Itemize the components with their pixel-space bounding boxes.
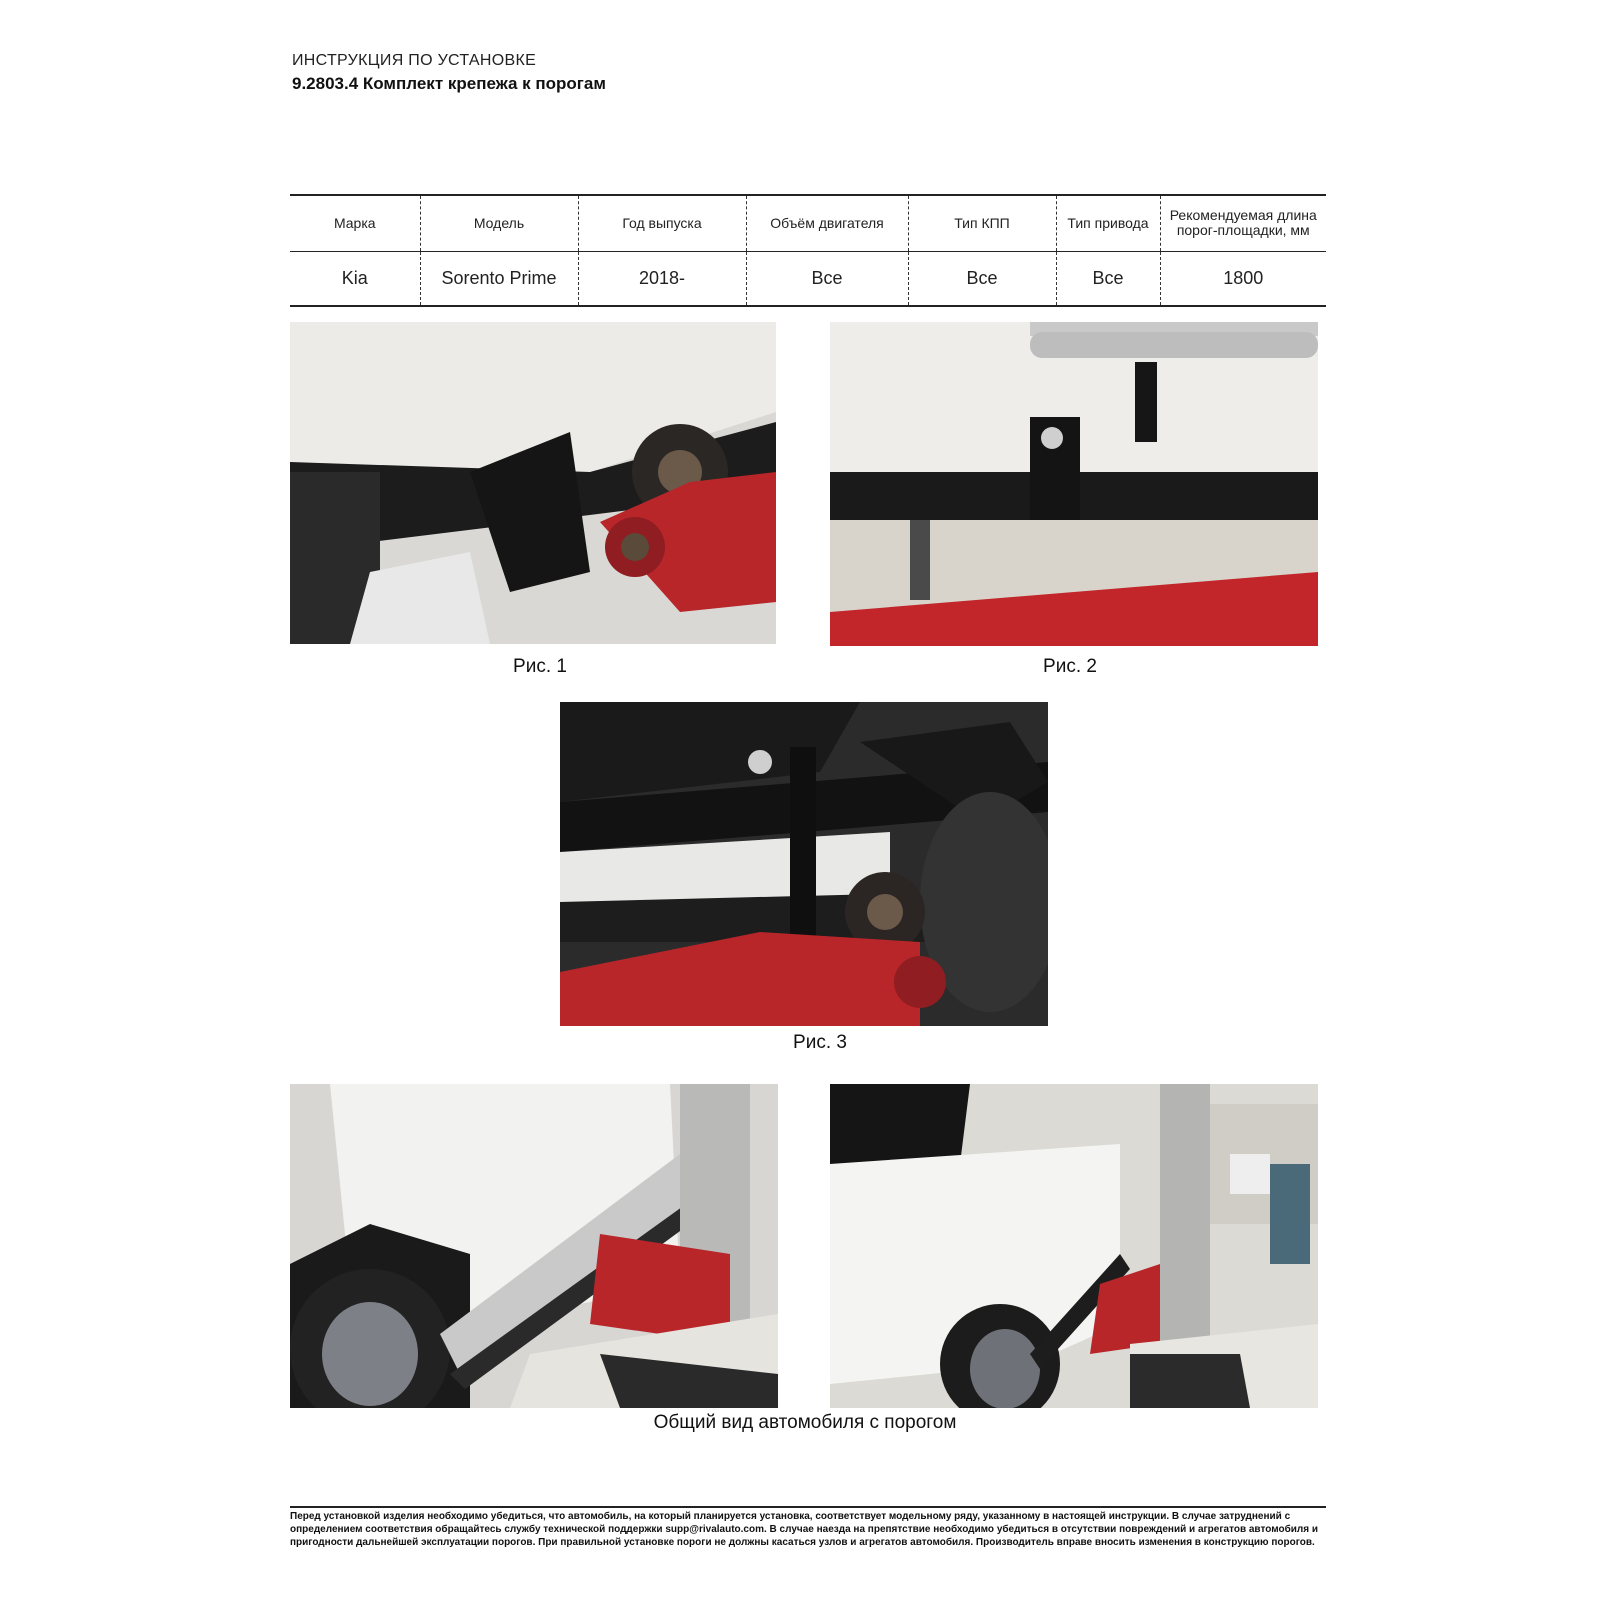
cell-make: Kia (341, 267, 368, 288)
photo-overview-front (290, 1084, 778, 1408)
cell-gearbox: Все (908, 251, 1056, 306)
cell-year: 2018- (578, 251, 746, 306)
caption-fig3: Рис. 3 (793, 1032, 847, 1053)
document-subtitle: 9.2803.4 Комплект крепежа к порогам (292, 74, 606, 93)
footer-disclaimer: Перед установкой изделия необходимо убедиться, что автомобиль, на который планируется установка, соответствует модельному ряду, указанному в настоящей инструкции. В случае затруднений с определением соответствия обращайтесь службу технической поддержки supp@rivalauto.com. В случае наезда на препятствие необходимо убедиться в отсутствии повреждений и агрегатов автомобиля и пригодности дальнейшей эксплуатации порогов. При правильной установке пороги не должны касаться узлов и агрегатов автомобиля. Производитель вправе вносить изменения в конструкцию порогов. (290, 1511, 1319, 1548)
document-header (292, 52, 1192, 94)
header-make: Марка (333, 214, 376, 231)
header-length: Рекомендуемая длина порог-площадки, мм (1160, 195, 1326, 251)
caption-fig2: Рис. 2 (1043, 656, 1097, 677)
photo-fig1-bracket-front (290, 322, 776, 644)
footer-divider (290, 1506, 1326, 1508)
table-header-row (290, 195, 1326, 251)
header-year: Год выпуска (578, 195, 746, 251)
caption-fig1: Рис. 1 (513, 656, 567, 677)
photo-overview-side (830, 1084, 1318, 1408)
photo-fig2-bracket-rear (830, 322, 1318, 646)
cell-model: Sorento Prime (420, 251, 578, 306)
header-engine: Объём двигателя (746, 195, 908, 251)
document-title: ИНСТРУКЦИЯ ПО УСТАНОВКЕ (292, 52, 537, 69)
header-model: Модель (420, 195, 578, 251)
vehicle-spec-table (290, 194, 1326, 307)
cell-drive: Все (1056, 251, 1160, 306)
header-drive: Тип привода (1056, 195, 1160, 251)
photo-fig3-underbody (560, 702, 1048, 1026)
cell-length: 1800 (1160, 251, 1326, 306)
table-row (290, 251, 1326, 306)
header-gearbox: Тип КПП (908, 195, 1056, 251)
caption-overview: Общий вид автомобиля с порогом (653, 1412, 957, 1433)
cell-engine: Все (746, 251, 908, 306)
